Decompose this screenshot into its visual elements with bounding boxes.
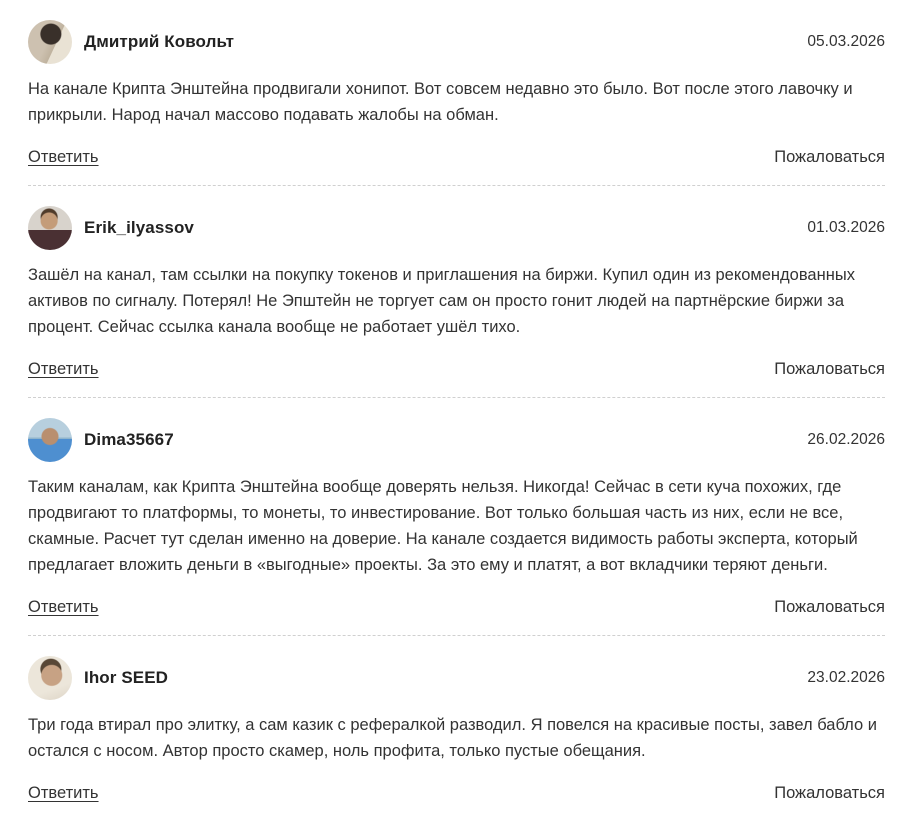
reply-link[interactable]: Ответить	[28, 148, 99, 166]
comment-text: Таким каналам, как Крипта Энштейна вообще доверять нельзя. Никогда! Сейчас в сети куча похожих, где продвигают то платформы, то монеты, то инвестирование. Вот только большая часть из них, если не все, скамные. Расчет тут сделан именно на доверие. На канале создается видимость работы эксперта, который предлагает вложить деньги в «выгодные» проекты. За это ему и платят, а вот вкладчики теряют деньги.	[28, 478, 858, 574]
comment-text: Три года втирал про элитку, а сам казик с рефералкой разводил. Я повелся на красивые посты, завел бабло и остался с носом. Автор просто скамер, ноль профита, только пустые обещания.	[28, 716, 877, 760]
comment-actions	[28, 598, 885, 621]
comment-actions	[28, 360, 885, 383]
comment	[28, 186, 885, 398]
comment-date: 01.03.2026	[807, 219, 885, 236]
report-link[interactable]: Пожаловаться	[774, 360, 885, 378]
user-avatar	[28, 206, 72, 250]
user-avatar	[28, 656, 72, 700]
reply-link[interactable]: Ответить	[28, 598, 99, 616]
comment-author: Дмитрий Ковольт	[84, 32, 235, 51]
comment-header	[28, 656, 885, 700]
comment-date: 26.02.2026	[807, 431, 885, 448]
comment	[28, 398, 885, 636]
report-link[interactable]: Пожаловаться	[774, 148, 885, 166]
comment-header	[28, 20, 885, 64]
report-link[interactable]: Пожаловаться	[774, 784, 885, 802]
comment-actions	[28, 148, 885, 171]
user-avatar	[28, 418, 72, 462]
comment	[28, 636, 885, 821]
comment-header	[28, 206, 885, 250]
comment-author: Erik_ilyassov	[84, 218, 194, 237]
comment-text: На канале Крипта Энштейна продвигали хонипот. Вот совсем недавно это было. Вот после этого лавочку и прикрыли. Народ начал массово подавать жалобы на обман.	[28, 80, 853, 124]
user-avatar	[28, 20, 72, 64]
comment-text: Зашёл на канал, там ссылки на покупку токенов и приглашения на биржи. Купил один из рекомендованных активов по сигналу. Потерял! Не Эпштейн не торгует сам он просто гонит людей на партнёрские биржи за процент. Сейчас ссылка канала вообще не работает ушёл тихо.	[28, 266, 855, 336]
comment-date: 23.02.2026	[807, 669, 885, 686]
comment-actions	[28, 784, 885, 807]
comment-date: 05.03.2026	[807, 33, 885, 50]
report-link[interactable]: Пожаловаться	[774, 598, 885, 616]
reply-link[interactable]: Ответить	[28, 784, 99, 802]
comment-header	[28, 418, 885, 462]
comment-author: Dima35667	[84, 430, 174, 449]
comment	[28, 0, 885, 186]
reply-link[interactable]: Ответить	[28, 360, 99, 378]
comment-author: Ihor SEED	[84, 668, 169, 687]
